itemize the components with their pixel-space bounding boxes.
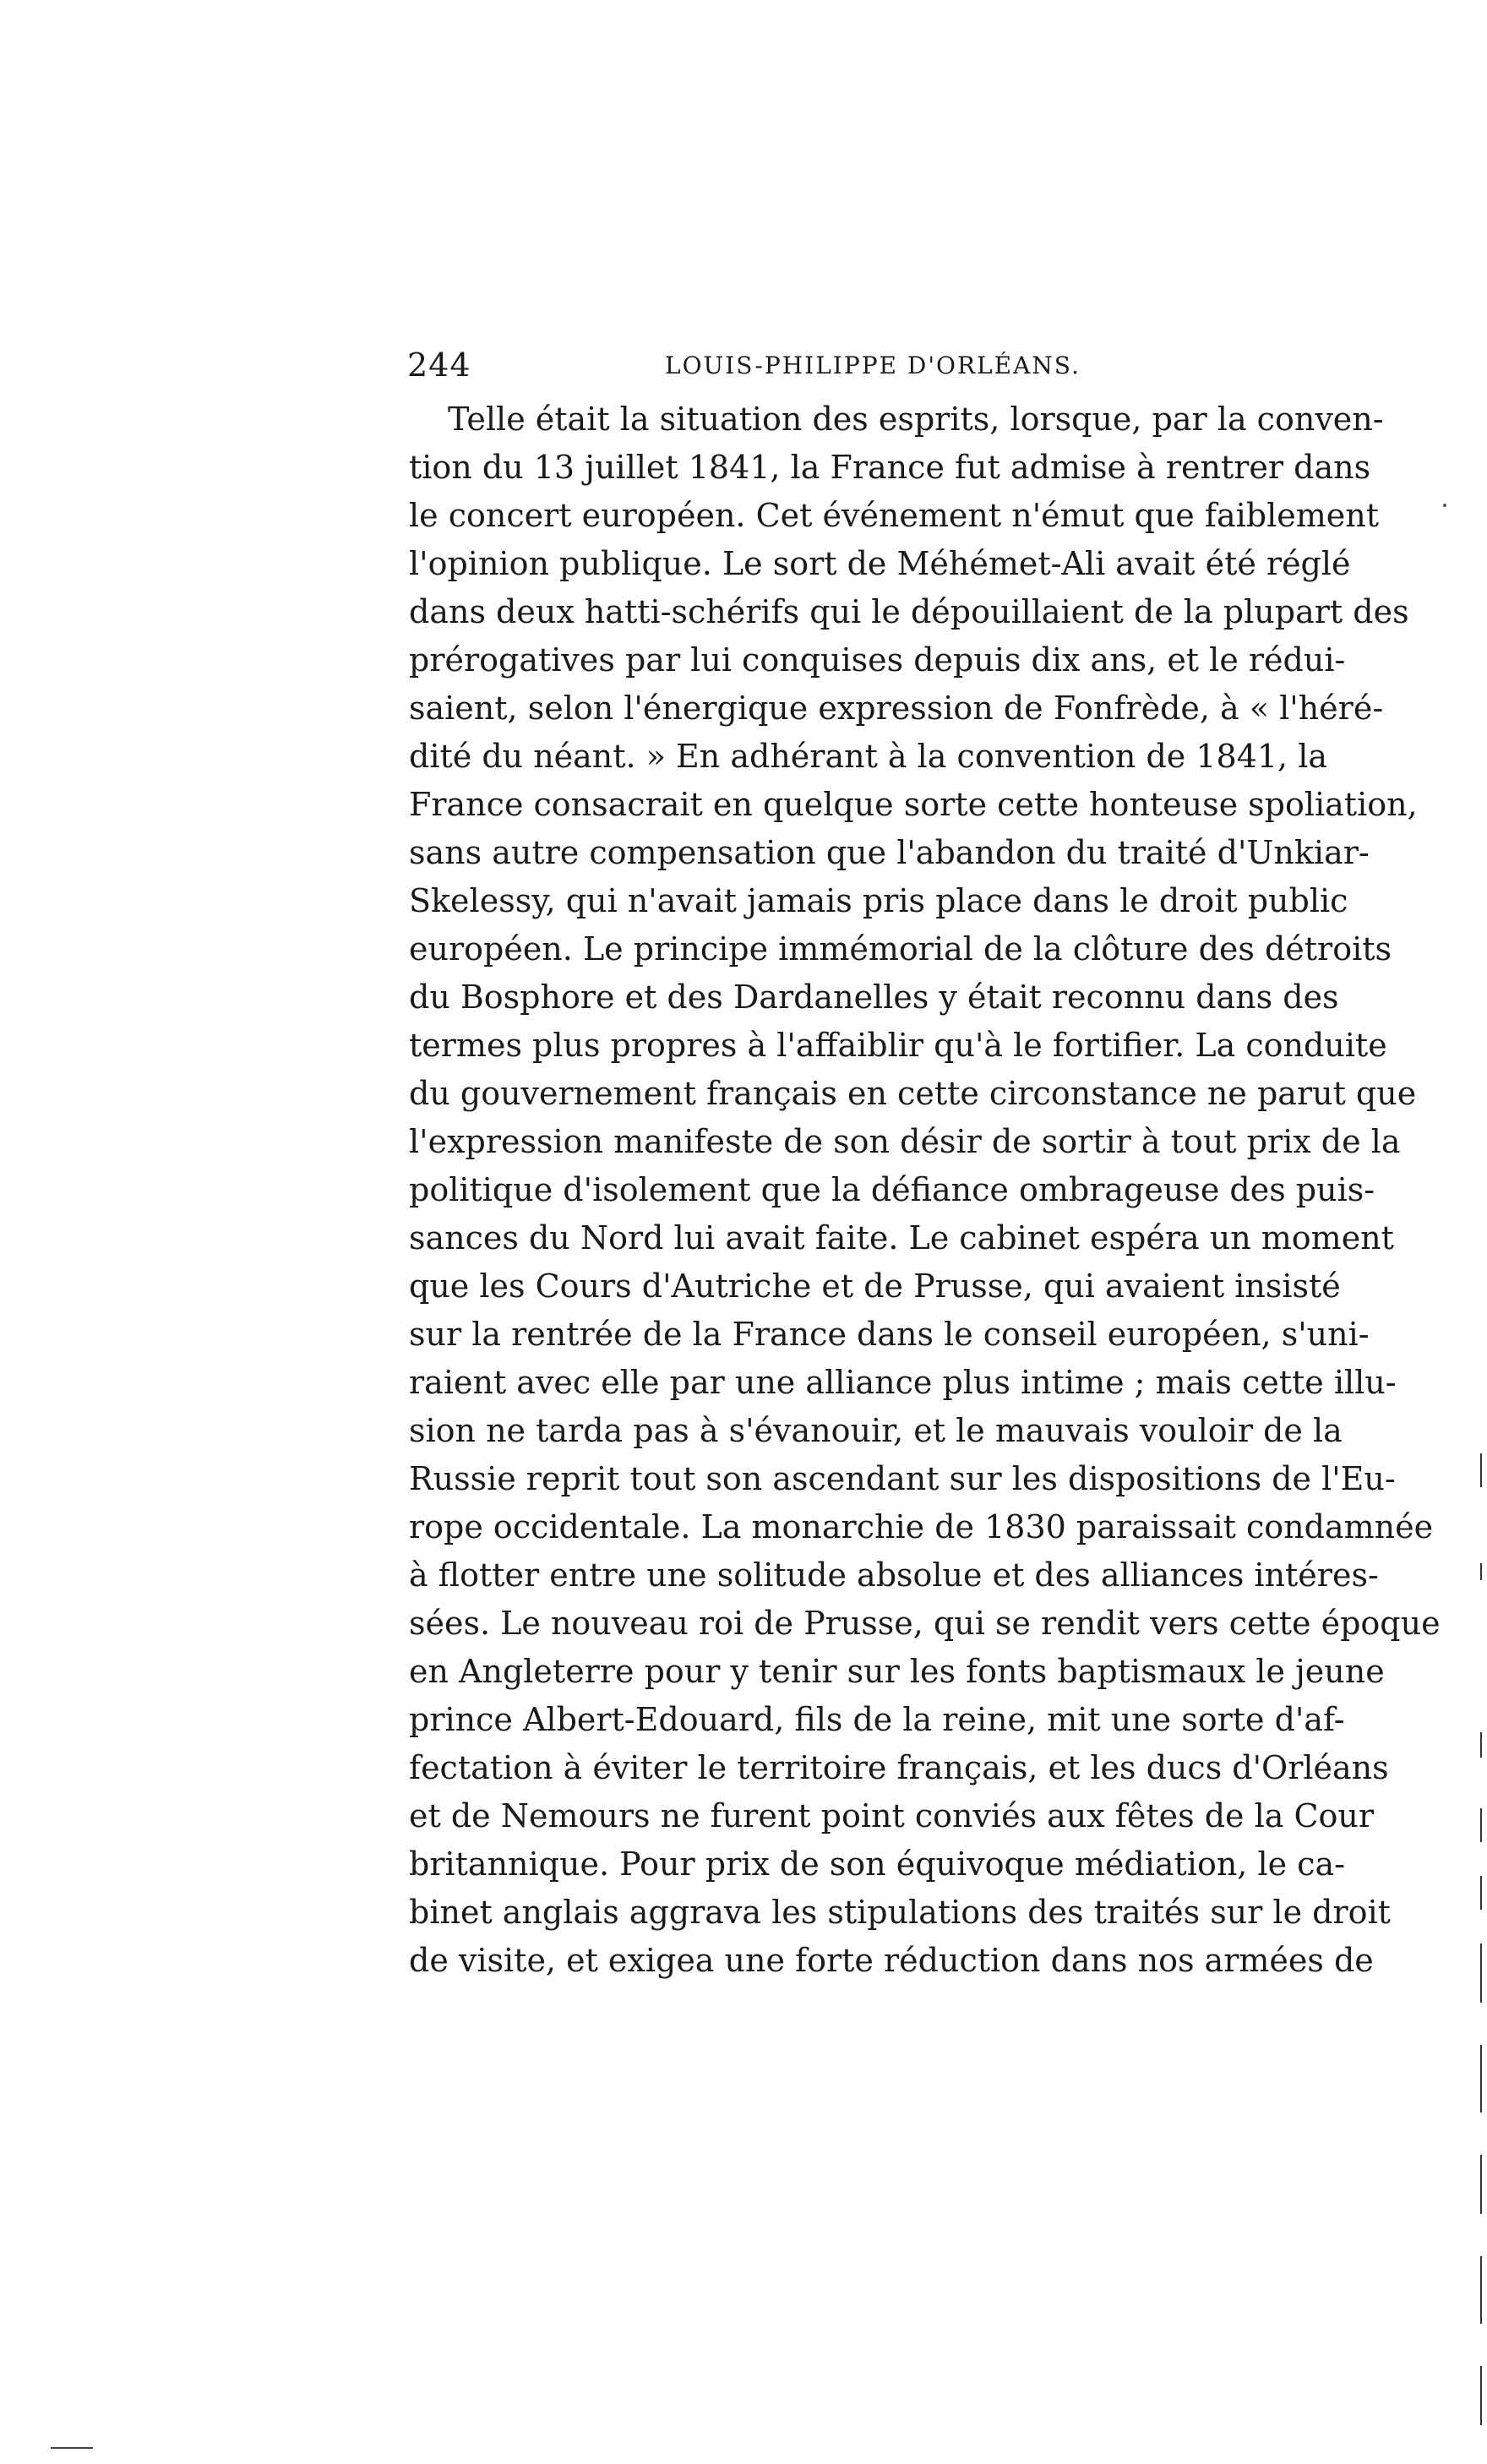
text-line: Russie reprit tout son ascendant sur les dispositions de l'Eu- [409,1460,1396,1497]
text-line: prérogatives par lui conquises depuis dix ans, et le rédui- [409,641,1346,679]
text-line: le concert européen. Cet événement n'émut que faiblement [409,497,1379,534]
scan-edge-mark [1480,2256,1482,2324]
scan-edge-mark [1480,1563,1482,1580]
page-number: 244 [407,346,471,384]
text-line: sées. Le nouveau roi de Prusse, qui se rendit vers cette époque [409,1605,1441,1642]
text-line: termes plus propres à l'affaiblir qu'à le fortifier. La conduite [409,1027,1387,1064]
text-line: que les Cours d'Autriche et de Prusse, qui avaient insisté [409,1267,1341,1305]
text-line: britannique. Pour prix de son équivoque médiation, le ca- [409,1845,1345,1883]
scan-edge-mark [1480,1732,1482,1758]
text-line: et de Nemours ne furent point conviés aux fêtes de la Cour [409,1797,1375,1834]
running-header [407,346,1328,394]
text-line: du Bosphore et des Dardanelles y était reconnu dans des [409,979,1339,1016]
scan-corner-mark [51,2447,93,2449]
text-line: dité du néant. » En adhérant à la convention de 1841, la [409,738,1328,775]
text-line: sances du Nord lui avait faite. Le cabinet espéra un moment [409,1219,1394,1257]
text-line: de visite, et exigea une forte réduction dans nos armées de [409,1942,1374,1979]
text-line: France consacrait en quelque sorte cette honteuse spoliation, [409,786,1418,823]
text-line: en Angleterre pour y tenir sur les fonts baptismaux le jeune [409,1653,1385,1690]
text-line: prince Albert-Edouard, fils de la reine, mit une sorte d'af- [409,1701,1345,1738]
text-line: à flotter entre une solitude absolue et des alliances intéres- [409,1556,1379,1594]
text-line: l'opinion publique. Le sort de Méhémet-Ali avait été réglé [409,545,1351,582]
text-line: l'expression manifeste de son désir de sortir à tout prix de la [409,1123,1401,1160]
text-line: politique d'isolement que la défiance ombrageuse des puis- [409,1171,1375,1208]
scan-edge-mark [1480,1808,1482,1842]
scan-edge-mark [1480,1876,1482,1910]
text-line: rope occidentale. La monarchie de 1830 paraissait condamnée [409,1508,1434,1545]
scan-edge-mark [1480,1943,1482,2003]
text-line: sans autre compensation que l'abandon du traité d'Unkiar- [409,834,1370,871]
text-line: européen. Le principe immémorial de la clôture des détroits [409,930,1392,968]
scan-edge-marks [1480,1436,1484,2450]
text-line: sion ne tarda pas à s'évanouir, et le mauvais vouloir de la [409,1412,1343,1449]
text-line: Telle était la situation des esprits, lorsque, par la conven- [448,401,1384,438]
text-line: du gouvernement français en cette circonstance ne parut que [409,1075,1417,1112]
text-line: tion du 13 juillet 1841, la France fut admise à rentrer dans [409,449,1371,486]
running-title: LOUIS-PHILIPPE D'ORLÉANS. [665,352,1081,379]
scan-speck [1443,504,1446,507]
scan-edge-mark [1480,2366,1482,2425]
text-line: sur la rentrée de la France dans le conseil européen, s'uni- [409,1316,1370,1353]
text-line: saient, selon l'énergique expression de Fonfrède, à « l'héré- [409,690,1384,727]
text-line: Skelessy, qui n'avait jamais pris place dans le droit public [409,882,1348,919]
scan-edge-mark [1480,2045,1482,2112]
body-paragraph [409,395,1441,1985]
text-line: binet anglais aggrava les stipulations des traités sur le droit [409,1894,1391,1931]
text-line: dans deux hatti-schérifs qui le dépouillaient de la plupart des [409,593,1409,630]
scan-edge-mark [1480,2155,1482,2214]
text-line: fectation à éviter le territoire français, et les ducs d'Orléans [409,1749,1389,1786]
scan-edge-mark [1480,1453,1482,1487]
text-line: raient avec elle par une alliance plus intime ; mais cette illu- [409,1364,1397,1401]
